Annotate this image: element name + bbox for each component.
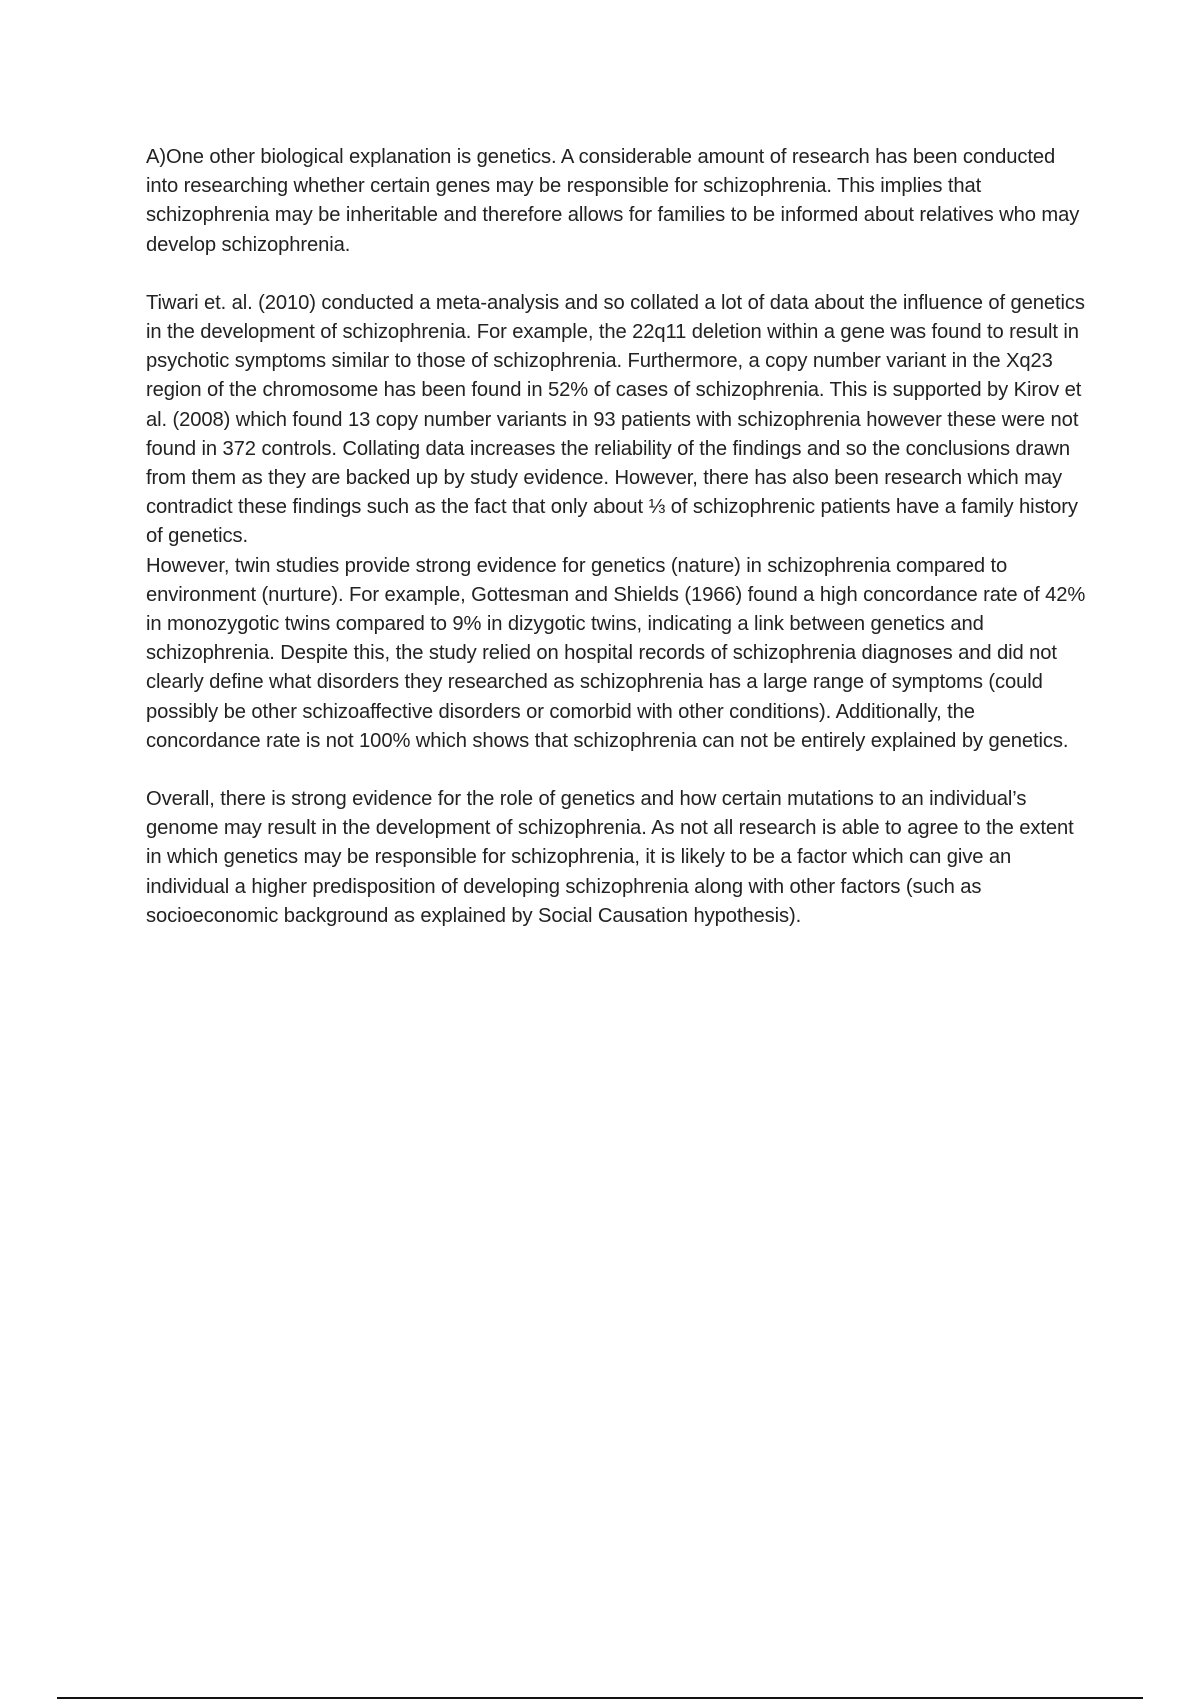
paragraph-conclusion: Overall, there is strong evidence for the role of genetics and how certain mutations to an individual’s genome may result in the development of schizophrenia. As not all research is able to agree to the extent in which genetics may be responsible for schizophrenia, it is likely to be a factor which can give an individual a higher predisposition of developing schizophrenia along with other factors (such as socioeconomic background as explained by Social Causation hypothesis).: [146, 788, 1074, 927]
bottom-divider: [57, 1697, 1143, 1699]
document-body: [146, 143, 1086, 931]
paragraph-tiwari-meta-analysis: Tiwari et. al. (2010) conducted a meta-analysis and so collated a lot of data about the influence of genetics in the development of schizophrenia. For example, the 22q11 deletion within a gene was found to result in psychotic symptoms similar to those of schizophrenia. Furthermore, a copy number variant in the Xq23 region of the chromosome has been found in 52% of cases of schizophrenia. This is supported by Kirov et al. (2008) which found 13 copy number variants in 93 patients with schizophrenia however these were not found in 372 controls. Collating data increases the reliability of the findings and so the conclusions drawn from them as they are backed up by study evidence. However, there has also been research which may contradict these findings such as the fact that only about ⅓ of schizophrenic patients have a family history of genetics.: [146, 291, 1085, 548]
paragraph-twin-studies: However, twin studies provide strong evidence for genetics (nature) in schizophrenia compared to environment (nurture). For example, Gottesman and Shields (1966) found a high concordance rate of 42% in monozygotic twins compared to 9% in dizygotic twins, indicating a link between genetics and schizophrenia. Despite this, the study relied on hospital records of schizophrenia diagnoses and did not clearly define what disorders they researched as schizophrenia has a large range of symptoms (could possibly be other schizoaffective disorders or comorbid with other conditions). Additionally, the concordance rate is not 100% which shows that schizophrenia can not be entirely explained by genetics.: [146, 554, 1086, 752]
paragraph-genetics-intro: A)One other biological explanation is genetics. A considerable amount of research has been conducted into researching whether certain genes may be responsible for schizophrenia. This implies that schizophrenia may be inheritable and therefore allows for families to be informed about relatives who may develop schizophrenia.: [146, 146, 1080, 256]
